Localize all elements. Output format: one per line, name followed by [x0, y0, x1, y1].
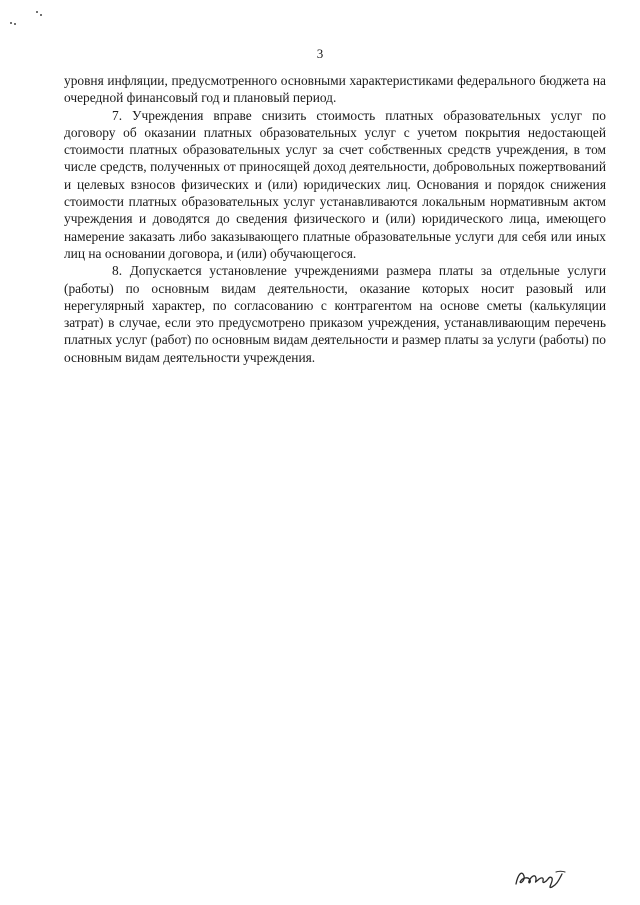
- document-body: [64, 72, 606, 366]
- paragraph-item-7: 7. Учреждения вправе снизить стоимость платных образовательных услуг по договору об оказании платных образовательных услуг с учетом покрытия недостающей стоимости платных образовательных услуг за счет собственных средств учреждения, в том числе средств, полученных от приносящей доход деятельности, добровольных пожертвований и целевых взносов физических и (или) юридических лиц. Основания и порядок снижения стоимости платных образовательных услуг устанавливаются локальным нормативным актом учреждения и доводятся до сведения физического и (или) юридического лица, имеющего намерение заказать либо заказывающего платные образовательные услуги для себя или иных лиц на основании договора, и (или) обучающегося.: [64, 107, 606, 261]
- scan-artifact-dots: [8, 8, 48, 28]
- paragraph-continuation: уровня инфляции, предусмотренного основными характеристиками федерального бюджета на очередной финансовый год и плановый период.: [64, 73, 606, 106]
- scan-dot: [40, 14, 42, 16]
- scan-dot: [36, 11, 38, 13]
- scan-dot: [10, 22, 12, 24]
- paragraph-item-8: 8. Допускается установление учреждениями размера платы за отдельные услуги (работы) по основным видам деятельности, оказание которых носит разовый или нерегулярный характер, по согласованию с контрагентом на основе сметы (калькуляции затрат) в случае, если это предусмотрено приказом учреждения, устанавливающим перечень платных услуг (работ) по основным видам деятельности и размер платы за услуги (работы) по основным видам деятельности учреждения.: [64, 263, 606, 365]
- scan-dot: [14, 23, 16, 25]
- handwritten-signature-icon: [512, 862, 572, 892]
- page-number: 3: [316, 46, 324, 61]
